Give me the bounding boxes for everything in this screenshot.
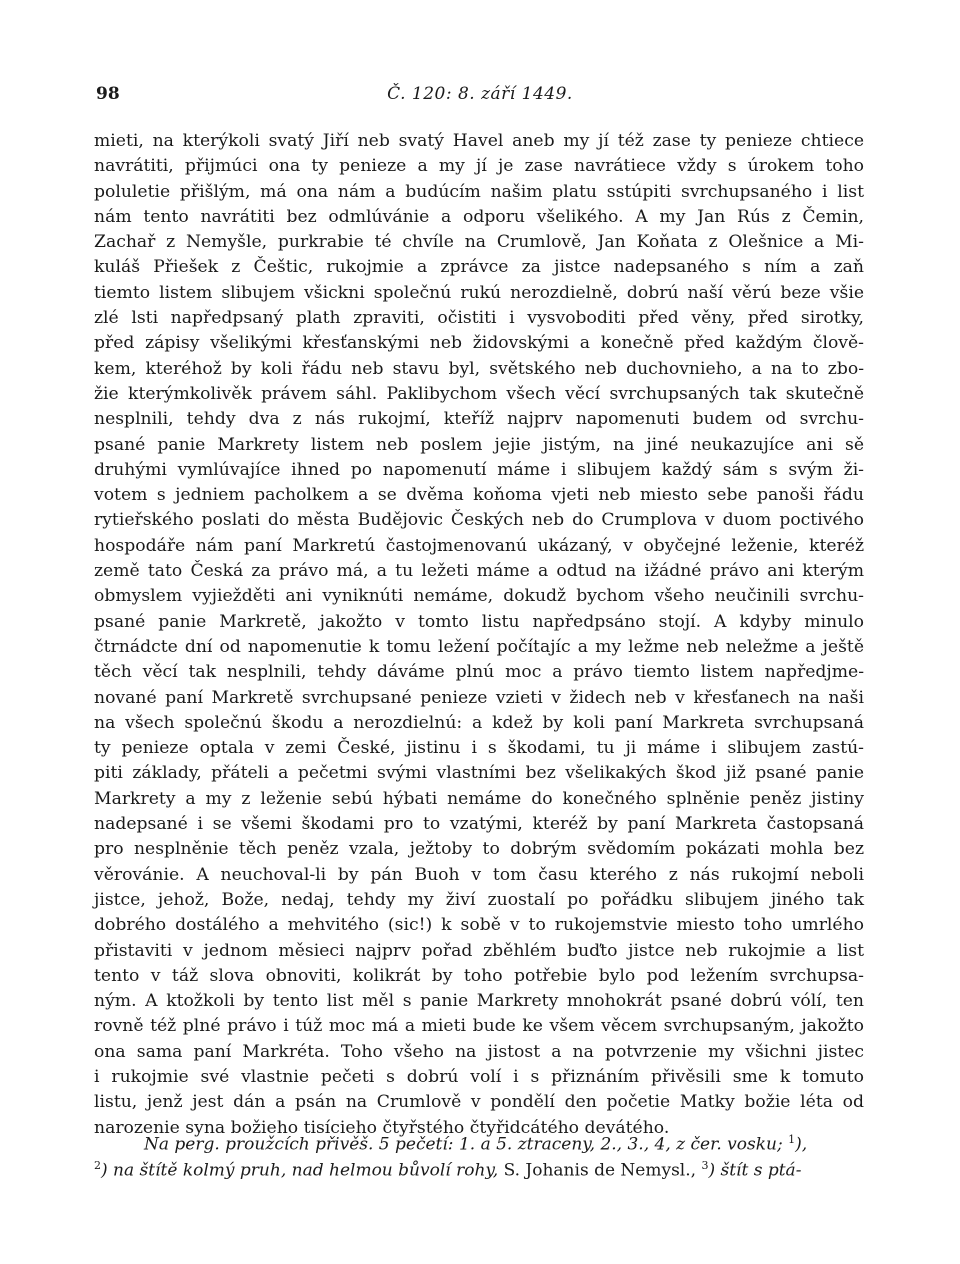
text-line: rovně též plné právo i túž moc má a mieti bude ke všem věcem svrchupsaným, jakožto [94,1016,864,1037]
text-line: ným. A ktožkoli by tento list měl s panie Markrety mnohokrát psané dobrú vólí, ten [94,991,864,1012]
text-line: piti základy, přáteli a pečetmi svými vlastními bez všelikakých škod již psané panie [94,763,864,784]
text-line: tiemto listem slibujem všickni společnú rukú nerozdielně, dobrú naší věrú beze všie [94,282,864,303]
footnote-text: ) na štítě kolmý pruh, nad helmou bůvolí rohy, [101,1160,499,1181]
document-body [94,129,864,1141]
text-line: čtrnádcte dní od napomenutie k tomu ležení počítajíc a my ležme neb neležme a ještě [94,636,864,657]
text-line: ty penieze optala v zemi České, jistinu i s škodami, tu ji máme i slibujem zastú- [94,738,864,759]
footnote-line [94,1153,864,1179]
text-line: navrátiti, přijmúci ona ty penieze a my jí je zase navrátiece vždy s úrokem toho [94,156,864,177]
footnote-text: Na perg. proužcích přivěš. 5 pečetí: 1. a 5. ztraceny, 2., 3., 4, z čer. vosku; [144,1134,783,1155]
running-head: Č. 120: 8. září 1449. [387,84,573,104]
text-line: Markrety a my z leženie sebú hýbati nemáme do konečného splněnie peněz jistiny [94,788,864,809]
text-line: druhými vymlúvajíce ihned po napomenutí máme i slibujem každý sám s svým ži- [94,459,864,480]
text-line: votem s jedniem pacholkem a se dvěma koňoma vjeti neb miesto sebe panoši řádu [94,485,864,506]
text-line: jistce, jehož, Bože, nedaj, tehdy my živí zuostalí po pořádku slibujem jiného tak [94,889,864,910]
text-line: poluletie přišlým, má ona nám a budúcím našim platu sstúpiti svrchupsaného i list [94,181,864,202]
page-header [96,84,864,108]
text-line: ona sama paní Markréta. Toho všeho na jistost a na potvrzenie my všichni jistec [94,1041,864,1062]
footnote-text: S. Johanis de Nemysl., [498,1160,702,1181]
text-line: zlé lsti napředpsaný plath zpraviti, očistiti i vysvoboditi před věny, před sirotky, [94,308,864,329]
footnotes [94,1127,864,1179]
text-line: země tato Česká za právo má, a tu ležeti máme a odtud na ižádné právo ani kterým [94,561,864,582]
text-line: tento v táž slova obnoviti, kolikrát by toho potřebie bylo pod ležením svrchupsa- [94,965,864,986]
text-line: nadepsané i se všemi škodami pro to vzatými, kteréž by paní Markreta častopsaná [94,814,864,835]
page-number: 98 [96,84,120,104]
text-line: kem, kteréhož by koli řádu neb stavu byl, světského neb duchovnieho, a na to zbo- [94,358,864,379]
footnote-ref: 3 [701,1159,709,1172]
text-line: nám tento navrátiti bez odmlúvánie a odporu všelikého. A my Jan Rús z Čemin, [94,206,864,227]
text-line: přistaviti v jednom měsieci najprv pořad zběhlém buďto jistce neb rukojmie a list [94,940,864,961]
text-line: psané panie Markrety listem neb poslem jejie jistým, na jiné neukazujíce ani sě [94,434,864,455]
text-line: dobrého dostálého a mehvitého (sic!) k sobě v to rukojemstvie miesto toho umrlého [94,915,864,936]
text-line: pro nesplněnie těch peněz vzala, ježtoby to dobrým svědomím pokázati mohla bez [94,839,864,860]
text-line: psané panie Markretě, jakožto v tomto listu napředpsáno stojí. A kdyby minulo [94,611,864,632]
text-line: před zápisy všelikými křesťanskými neb židovskými a konečně před každým člově- [94,333,864,354]
footnote-ref: 2 [94,1159,101,1172]
text-line: narozenie syna božieho tisícieho čtyřstého čtyřidcátého devátého. [94,1117,670,1138]
text-line: listu, jenž jest dán a psán na Crumlově v pondělí den početie Matky božie léta od [94,1092,864,1113]
text-line: kuláš Přiešek z Češtic, rukojmie a zprávce za jistce nadepsaného s ním a zaň [94,257,864,278]
text-line: věrovánie. A neuchoval-li by pán Buoh v tom času kterého z nás rukojmí neboli [94,864,864,885]
text-line: i rukojmie své vlastnie pečeti s dobrú volí i s přiznáním přivěsili sme k tomuto [94,1066,864,1087]
footnote-text: ) štít s ptá- [708,1160,802,1181]
text-line: rytieřského poslati do města Budějovic Českých neb do Crumplova v duom poctivého [94,510,864,531]
text-line: nesplnili, tehdy dva z nás rukojmí, kteříž najprv napomenuti budem od svrchu- [94,409,864,430]
text-line: nované paní Markretě svrchupsané penieze vzieti v židech neb v křesťanech na naši [94,687,864,708]
text-line: hospodáře nám paní Markretú častojmenovanú ukázaný, v obyčejné leženie, kteréž [94,535,864,556]
footnote-line [94,1127,864,1153]
text-line: žie kterýmkolivěk právem sáhl. Paklibychom všech věcí svrchupsaných tak skutečně [94,383,864,404]
text-line: na všech společnú škodu a nerozdielnú: a kdež by koli paní Markreta svrchupsaná [94,712,864,733]
footnote-ref: 1 [788,1133,796,1146]
text-line: mieti, na kterýkoli svatý Jiří neb svatý Havel aneb my jí též zase ty penieze chtiece [94,131,864,151]
text-line: těch věcí tak nesplnili, tehdy dáváme plnú moc a právo tiemto listem napředjme- [94,662,864,683]
text-line: obmyslem vyjiežděti ani vyniknúti nemáme, dokudž bychom všeho neučinili svrchu- [94,586,864,607]
text-line: Zachař z Nemyšle, purkrabie té chvíle na Crumlově, Jan Koňata z Olešnice a Mi- [94,232,864,253]
footnote-text: ), [795,1134,808,1155]
